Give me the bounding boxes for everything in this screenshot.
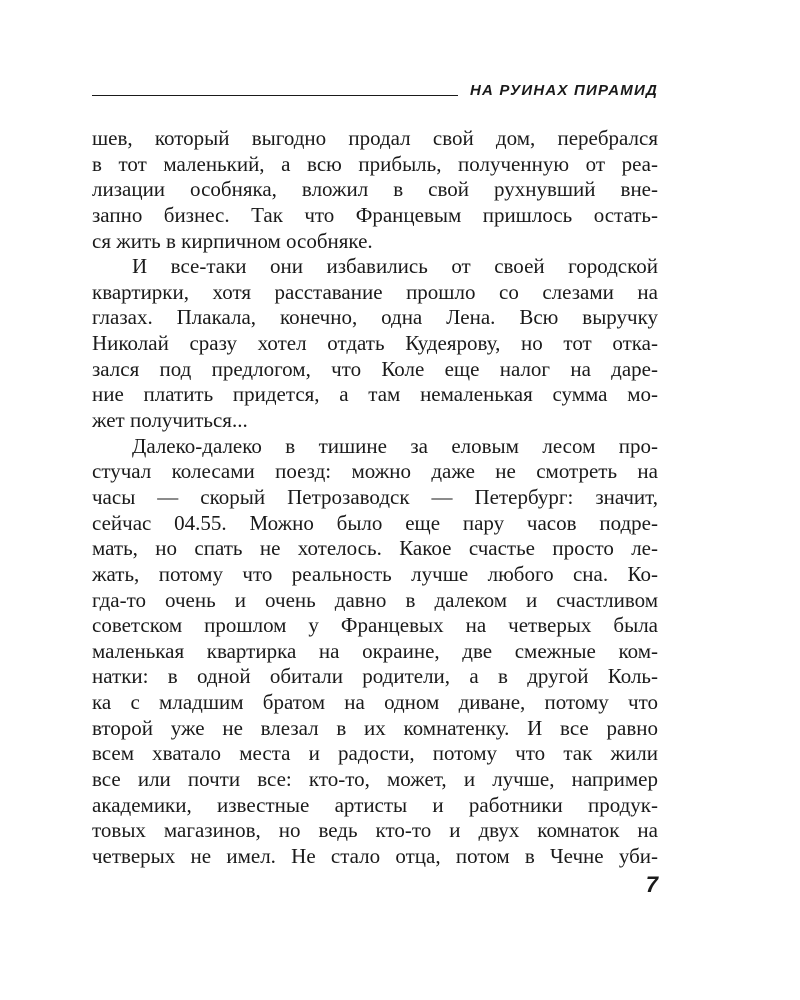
paragraph-first-line: И все-таки они избавились от своей городской	[132, 254, 658, 279]
text-line: сейчас 04.55. Можно было еще пару часов подре-	[92, 510, 658, 535]
text-line: все или почти все: кто-то, может, и лучше, например	[92, 767, 658, 792]
running-head	[92, 82, 658, 102]
body-text	[92, 126, 658, 870]
text-line: академики, известные артисты и работники продук-	[92, 792, 658, 817]
text-line: лизации особняка, вложил в свой рухнувший вне-	[92, 177, 658, 202]
text-line: жет получиться...	[92, 408, 248, 433]
page-number: 7	[645, 872, 658, 897]
running-title: НА РУИНАХ ПИРАМИД	[469, 82, 658, 99]
text-line: в тот маленький, а всю прибыль, полученную от реа-	[92, 151, 658, 176]
text-line: стучал колесами поезд: можно даже не смотреть на	[92, 459, 658, 484]
text-line: глазах. Плакала, конечно, одна Лена. Всю выручку	[92, 305, 658, 330]
text-line: второй уже не влезал в их комнатенку. И все равно	[92, 715, 658, 740]
text-line: советском прошлом у Францевых на четверых была	[92, 613, 658, 638]
text-line: всем хватало места и радости, потому что так жили	[92, 741, 658, 766]
text-line: маленькая квартирка на окраине, две смежные ком-	[92, 638, 658, 663]
text-line: ка с младшим братом на одном диване, потому что	[92, 690, 658, 715]
paragraph-first-line: Далеко-далеко в тишине за еловым лесом про-	[132, 433, 658, 458]
text-line: квартирки, хотя расставание прошло со слезами на	[92, 279, 658, 304]
text-line: товых магазинов, но ведь кто-то и двух комнаток на	[92, 818, 658, 843]
text-line: часы — скорый Петрозаводск — Петербург: значит,	[92, 484, 658, 509]
text-line: четверых не имел. Не стало отца, потом в Чечне уби-	[92, 843, 658, 868]
text-line: гда-то очень и очень давно в далеком и счастливом	[92, 587, 658, 612]
text-line: зался под предлогом, что Коле еще налог на даре-	[92, 356, 658, 381]
text-line: Николай сразу хотел отдать Кудеярову, но тот отка-	[92, 331, 658, 356]
text-line: ние платить придется, а там немаленькая сумма мо-	[92, 382, 658, 407]
text-line: запно бизнес. Так что Францевым пришлось остать-	[92, 202, 658, 227]
text-line: жать, потому что реальность лучше любого сна. Ко-	[92, 561, 658, 586]
text-line: шев, который выгодно продал свой дом, перебрался	[92, 126, 658, 150]
text-line: натки: в одной обитали родители, а в другой Коль-	[92, 664, 658, 689]
text-line: мать, но спать не хотелось. Какое счастье просто ле-	[92, 536, 658, 561]
text-line: ся жить в кирпичном особняке.	[92, 228, 373, 253]
header-rule	[92, 95, 458, 96]
